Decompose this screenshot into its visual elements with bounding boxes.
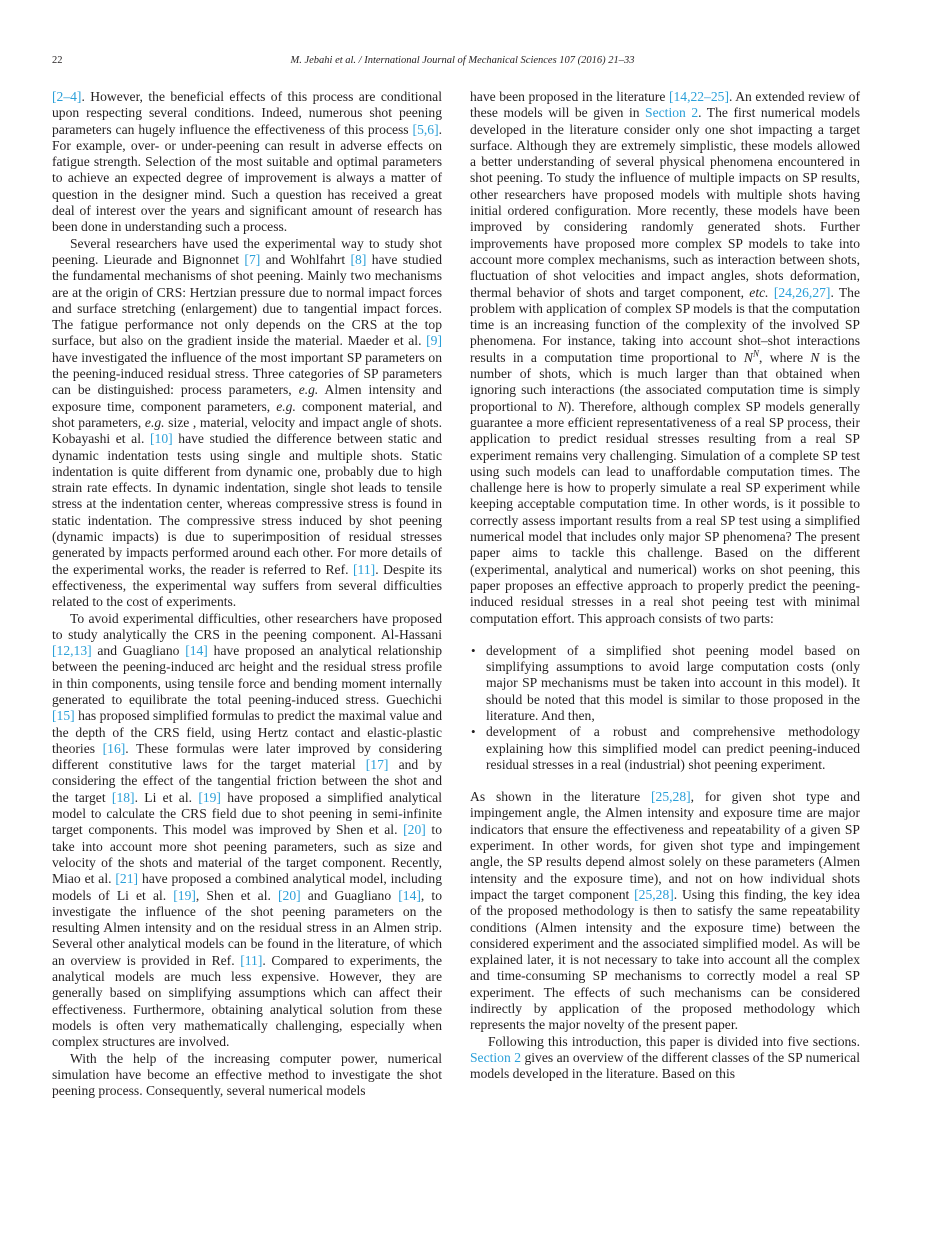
paragraph — [470, 89, 860, 627]
citation-link[interactable]: [17] — [365, 757, 389, 773]
citation-link[interactable]: [8] — [350, 251, 367, 267]
text-run: and Guagliano — [300, 887, 399, 903]
citation-link[interactable]: [11] — [353, 561, 376, 577]
text-run: , Shen et al. — [195, 887, 278, 903]
bullet-icon: • — [471, 642, 476, 658]
citation-link[interactable]: [20] — [403, 822, 426, 838]
italic-text: N — [743, 349, 753, 365]
citation-link[interactable]: [10] — [150, 431, 173, 447]
list-item — [470, 643, 860, 724]
text-run: have proposed a simplified analytical model to calculate the CRS field due to shot peening in semi-infinite target components. This model was improved by Shen et al. — [52, 789, 442, 838]
paragraph — [52, 1051, 442, 1100]
text-run: have investigated the influence of the most important SP parameters on the peening-induced residual stress. Three categories of SP parameters can be distinguished: process parameters, — [52, 349, 442, 398]
text-run: have proposed an analytical relationship between the peening-induced arc height and the residual stress profile in thin components, using tensile force and bending moment internally generated to equilibrate the total peening-induced stress. Guechichi — [52, 643, 442, 707]
italic-text: e.g. — [144, 414, 165, 430]
citation-link[interactable]: [5,6] — [412, 121, 439, 137]
text-run: component material, and shot parameters, — [52, 398, 442, 430]
text-run: Several researchers have used the experimental way to study shot peening. Lieurade and Bignonnet — [52, 235, 442, 267]
text-run: have studied the fundamental mechanisms of shot peening. Mainly two mechanisms are at the origin of CRS: Hertzian pressure due to normal impact forces and surface stretching (enlargement) due to tangential impact forces. The fatigue performance not only depends on the CRS at the top surface, but also on the gradient inside the material. Maeder et al. — [52, 251, 442, 349]
paragraph — [52, 89, 442, 236]
citation-link[interactable]: [21] — [115, 871, 139, 887]
citation-link[interactable]: [12,13] — [52, 643, 92, 659]
text-run: With the help of the increasing computer power, numerical simulation have become an effective method to investigate the shot peening process. Consequently, several numerical models — [52, 1050, 442, 1099]
citation-link[interactable]: [19] — [198, 789, 221, 805]
bullet-list — [470, 643, 860, 773]
text-run: Almen intensity and exposure time, component parameters, — [52, 382, 442, 414]
italic-text: e.g. — [298, 382, 319, 398]
text-run: size , material, velocity and impact angle of shots. Kobayashi et al. — [52, 414, 442, 447]
citation-link[interactable]: [25,28] — [634, 886, 674, 902]
text-run: . These formulas were later improved by considering different constitutive laws for the target material — [52, 740, 442, 773]
paragraph — [52, 236, 442, 611]
citation-link[interactable]: [19] — [173, 887, 196, 903]
text-run: ). Therefore, although complex SP models generally guarantee a more efficient representativeness of a real SP process, their application to predict residual stresses resulting from a real SP experiment remains very challenging. Simulation of a complete SP test using such models can lead to unaffordable computation times. The challenge here is how to properly simulate a real SP experiment while keeping acceptable computation time. In other words, is it possible to correctly assess important results from a real SP test using a simplified numerical model that includes only major SP phenomena? The present paper aims to tackle this challenge. Based on the different (experimental, analytical and numerical) works on shot peening, this paper proposes an effective approach to properly predict the peening-induced residual stresses in a real shot peeing test with minimal computation effort. This approach consists of two parts: — [470, 398, 860, 626]
left-column — [52, 89, 442, 1099]
citation-link[interactable]: [25,28] — [651, 789, 691, 805]
text-run: . The first numerical models developed in the literature consider only one shot impacting a target surface. Although they are extremely simplistic, these models allowed a better understanding of several physical phenomena encountered in shot peening. To study the influence of multiple impacts on SP results, other researchers have proposed models with multiple shots having initial ordered configuration. More recently, these models have been improved by considering randomly generated shots. Further improvements have proposed more complex SP models to take into account more complex mechanisms, such as interaction between shots, fluctuation of shot velocities and impact angles, shots deformation, thermal behavior of shots and target component, — [470, 105, 860, 300]
section-link[interactable]: Section 2 — [470, 1049, 522, 1065]
superscript: N — [752, 348, 759, 359]
text-run: To avoid experimental difficulties, other researchers have proposed to study analytically the CRS in the peening component. Al-Hassani — [52, 610, 442, 642]
text-run: . An extended review of these models will be given in — [470, 89, 860, 121]
text-run: and Guagliano — [91, 643, 186, 659]
list-item-text: development of a simplified shot peening model based on simplifying assumptions to avoid large computation costs (only major SP mechanisms must be taken into account in this model). It should be noted that this model is similar to those proposed in the literature. And then, — [486, 642, 860, 723]
citation-link[interactable]: [15] — [52, 708, 75, 724]
text-run: . Despite its effectiveness, the experimental way suffers from several difficulties related to the cost of experiments. — [52, 561, 442, 610]
text-run: have studied the difference between static and dynamic indentation tests using single and multiple shots. Static indentation is quite different from dynamic one, probably due to high strain rate effects. In dynamic indentation, single shot leads to tensile stress at the indentation center, whereas compressive stress is found in static indentation. The compressive stress induced by shot peening (dynamic impacts) is due to superimposition of residual stresses generated by impacts performed around each other. For more details of the experimental works, the reader is referred to Ref. — [52, 431, 442, 577]
right-column — [470, 89, 860, 1083]
italic-text: N — [810, 349, 820, 365]
text-run: and by considering the effect of the tangential friction between the shot and the target — [52, 757, 442, 805]
italic-text: N — [557, 398, 567, 414]
bullet-icon: • — [471, 724, 476, 740]
citation-link[interactable]: [20] — [278, 887, 301, 903]
text-run: . The problem with application of complex SP models is that the computation time is an increasing function of the complexity of the involved SP phenomena. For instance, taking into account shot–shot interactions results in a computation time proportional to — [470, 284, 860, 365]
text-run: is the number of shots, which is much larger than that obtained when ignoring such interactions (the associated computation time is simply proportional to — [470, 349, 860, 414]
text-run: Following this introduction, this paper is divided into five sections. — [488, 1033, 860, 1049]
text-run: have been proposed in the literature — [470, 89, 669, 104]
paragraph — [470, 1034, 860, 1083]
citation-link[interactable]: [18] — [111, 789, 135, 805]
text-run: have proposed a combined analytical model, including models of Li et al. — [52, 871, 442, 903]
citation-link[interactable]: [14] — [185, 643, 208, 659]
text-run: gives an overview of the different classes of the SP numerical models developed in the literature. Based on this — [470, 1049, 860, 1082]
text-run: . Li et al. — [134, 789, 199, 805]
text-run: . Compared to experiments, the analytical models are much less expensive. However, they are generally based on simplifying assumptions which can affect their effectiveness. Furthermore, obtaining analytical solution from these models is often very mathematically challenging, especially when complex structures are involved. — [52, 952, 442, 1050]
text-run: , where — [758, 349, 811, 365]
italic-text: e.g. — [276, 398, 296, 414]
list-item-text: development of a robust and comprehensive methodology explaining how this simplified model can predict peening-induced residual stresses in a real (industrial) shot peening experiment. — [486, 724, 860, 772]
citation-link[interactable]: [16] — [102, 740, 126, 756]
text-run: and Wohlfahrt — [260, 251, 351, 267]
page-number: 22 — [52, 55, 63, 66]
citation-link[interactable]: [11] — [240, 952, 263, 968]
text-run: to take into account more shot peening parameters, such as size and velocity of the shots and material of the target component. Recently, Miao et al. — [52, 822, 442, 887]
citation-link[interactable]: [2–4] — [52, 89, 82, 104]
text-run: , for given shot type and impingement angle, the Almen intensity and exposure time are major indicators that ensure the effectiveness and repeatability of a given SP experiment. In other words, for given shot type and impingement angle, the SP results depend almost solely on these parameters (Almen intensity and the exposure time), and not on how individual shots impact the target component — [470, 789, 860, 902]
list-item — [470, 724, 860, 773]
citation-link[interactable]: [24,26,27] — [773, 284, 831, 300]
text-run: . Using this finding, the key idea of the proposed methodology is then to satisfy the same repeatability conditions (Almen intensity and the exposure time) between the considered experiment and the associated simplified model. As will be explained later, it is not necessary to take into account all the complex and time-consuming SP mechanisms to correctly model a real SP experiment. The effects of such mechanisms can be considered indirectly by application of the proposed methodology which represents the major novelty of the present paper. — [470, 886, 860, 1033]
running-title: M. Jebahi et al. / International Journal of Mechanical Sciences 107 (2016) 21–33 — [290, 55, 635, 66]
citation-link[interactable]: [9] — [426, 333, 442, 349]
text-run: has proposed simplified formulas to predict the maximal value and the depth of the CRS field, using Hertz contact and elastic-plastic theories — [52, 708, 442, 756]
citation-link[interactable]: [14] — [398, 887, 421, 903]
text-run: . For example, over- or under-peening can result in adverse effects on fatigue strength. Selection of the most suitable and optimal parameters to achieve an expected degree of improvement is always a matter of question in the designer mind. Such a question has received a great deal of interest over the years and significant amount of research has been done in understanding such a process. — [52, 121, 442, 235]
section-link[interactable]: Section 2 — [645, 105, 699, 121]
text-run: . However, the beneficial effects of this process are conditional upon respecting several conditions. Indeed, numerous shot peening parameters can hugely influence the effectiveness of this process — [52, 89, 442, 137]
citation-link[interactable]: [7] — [244, 251, 261, 267]
text-run: As shown in the literature — [470, 789, 652, 805]
text-run: , to investigate the influence of the shot peening parameters on the resulting Almen intensity and on the residual stress in an Almen strip. Several other analytical models can be found in the literature, of which an overview is provided in Ref. — [52, 887, 443, 968]
paragraph — [52, 611, 442, 1051]
paragraph — [470, 789, 860, 1033]
italic-text: etc. — [749, 284, 769, 300]
citation-link[interactable]: [14,22–25] — [668, 89, 729, 104]
